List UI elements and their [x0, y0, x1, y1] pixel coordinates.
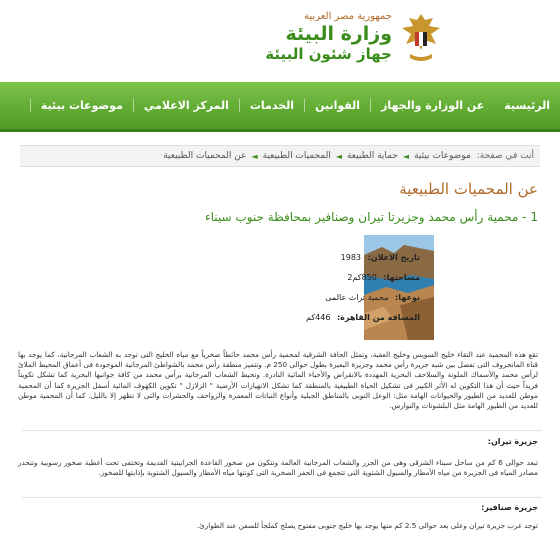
section-divider — [22, 430, 542, 431]
ministry-name[interactable]: وزارة البيئة — [285, 23, 392, 45]
fact-distance — [240, 308, 420, 328]
nav-item-laws[interactable]: القوانين — [304, 99, 370, 112]
fact-declaration-date — [240, 248, 420, 268]
tiran-heading: جزيرة تيران: — [487, 437, 538, 446]
tiran-description: تبعد حوالى 6 كم من ساحل سيناء الشرقى وهى من الجزر والشعاب المرجانية العالمة وتتكون من صخور القاعدة الجرانيتية القديمة وتختفى تحت أغطية صخور رسوبية وتنحدر مصادر المياه فى الجزيرة من مياه الأمطار والسيول الشتوية التى تتجمع فى الحفر الصخرية التى كونتها مياه الأمطار والسيول الشتوية بإذابتها للصخور. — [18, 458, 538, 478]
fact-label: نوعها: — [395, 293, 420, 302]
breadcrumb-item-reserves[interactable]: المحميات الطبيعية — [262, 151, 331, 161]
fact-area — [240, 268, 420, 288]
nav-item-services[interactable]: الخدمات — [239, 99, 304, 112]
nav-item-media-center[interactable]: المركز الاعلامي — [133, 99, 239, 112]
fact-type — [240, 288, 420, 308]
page-title: عن المحميات الطبيعية — [399, 180, 538, 198]
fact-label: المسافة من القاهرة: — [336, 313, 420, 322]
agency-name[interactable]: جهاز شئون البيئة — [265, 45, 392, 63]
fact-value: 446كم — [306, 313, 331, 322]
breadcrumb-item-topics[interactable]: موضوعات بيئية — [414, 151, 471, 161]
site-header — [0, 0, 560, 78]
breadcrumb — [20, 145, 540, 167]
breadcrumb-separator-icon: ◄ — [251, 151, 258, 161]
fact-value: محمية تراث عالمى — [325, 293, 389, 302]
republic-name: جمهورية مصر العربية — [304, 11, 392, 22]
fact-label: تاريخ الاعلان: — [367, 253, 420, 262]
reserve-facts — [240, 248, 420, 328]
breadcrumb-separator-icon: ◄ — [402, 151, 410, 161]
sanafir-description: توجد غرب جزيرة تيران وعلى بعد حوالى 2.5 كم منها يوجد بها خليج جنوبى مفتوح يصلح كملجأ للسفن عند الطوارئ. — [196, 521, 538, 530]
reserve-description: تقع هذه المحمية عند التقاء خليج السويس وخليج العقبة، وتمثل الحافة الشرقية لمحمية رأس محمد حائطاً صخرياً مع مياه الخليج التى توجد به الشعاب المرجانية، كما يوجد بها قناة المانجروف التى تفصل بين شبه جزيرة رأس محمد وجزيرة البعيرة بطول حوالى 250 م. وتتميز منطقة رأس محمد بالشواطئ المرجانية الموجودة فى أعماق المحيط الملائ لرأس محمد والأسماك الملونة والسلاحف البحرية المهددة بالانقراض والأحياء المائية النادرة. وتحيط الشعاب المرجانية برأس محمد من كافة جوانبها البحرية كما تشكل تكويناً فريداً حيث أن هذا التكوين له الأثر الكبير فى تشكيل الحياة الطبيعية بالمنطقة كما تشكل الانهيارات الأرضية " الزلازل " تكوين الكهوف المائية أسفل الجزيرة كما أن المحمية موطن للعديد من الطيور والحيوانات الهامة مثل: الوعل النوبى بالمناطق الجبلية وأنواع النباتات المعمرة والزواحف والحشرات والتى لا تظهر إلا بالليل. كما أن المحمية موطن للعديد من الطيور الهامة مثل البلشونات والنوارس. — [18, 350, 538, 411]
sanafir-heading: جزيرة صنافير: — [481, 503, 538, 512]
section-divider — [22, 497, 542, 498]
main-navigation — [0, 82, 560, 132]
eagle-emblem-icon[interactable] — [400, 10, 442, 66]
fact-value: 1983 — [340, 253, 362, 262]
fact-value: 850كم2 — [347, 273, 377, 282]
breadcrumb-item-nature[interactable]: حماية الطبيعة — [346, 151, 398, 161]
fact-label: مساحتها: — [383, 273, 420, 282]
breadcrumb-separator-icon: ◄ — [335, 151, 342, 161]
breadcrumb-label: أنت في صفحة: — [476, 151, 534, 161]
ministry-title-block — [265, 10, 392, 63]
nav-item-home[interactable]: الرئيسية — [504, 99, 550, 112]
reserve-title: 1 - محمية رأس محمد وجزيرتا تيران وصنافير بمحافظة جنوب سيناء — [204, 210, 538, 224]
breadcrumb-item-current: عن المحميات الطبيعية — [163, 151, 247, 161]
nav-item-about[interactable]: عن الوزارة والجهاز — [370, 99, 494, 112]
nav-item-environmental-topics[interactable]: موضوعات بيئية — [30, 99, 133, 112]
